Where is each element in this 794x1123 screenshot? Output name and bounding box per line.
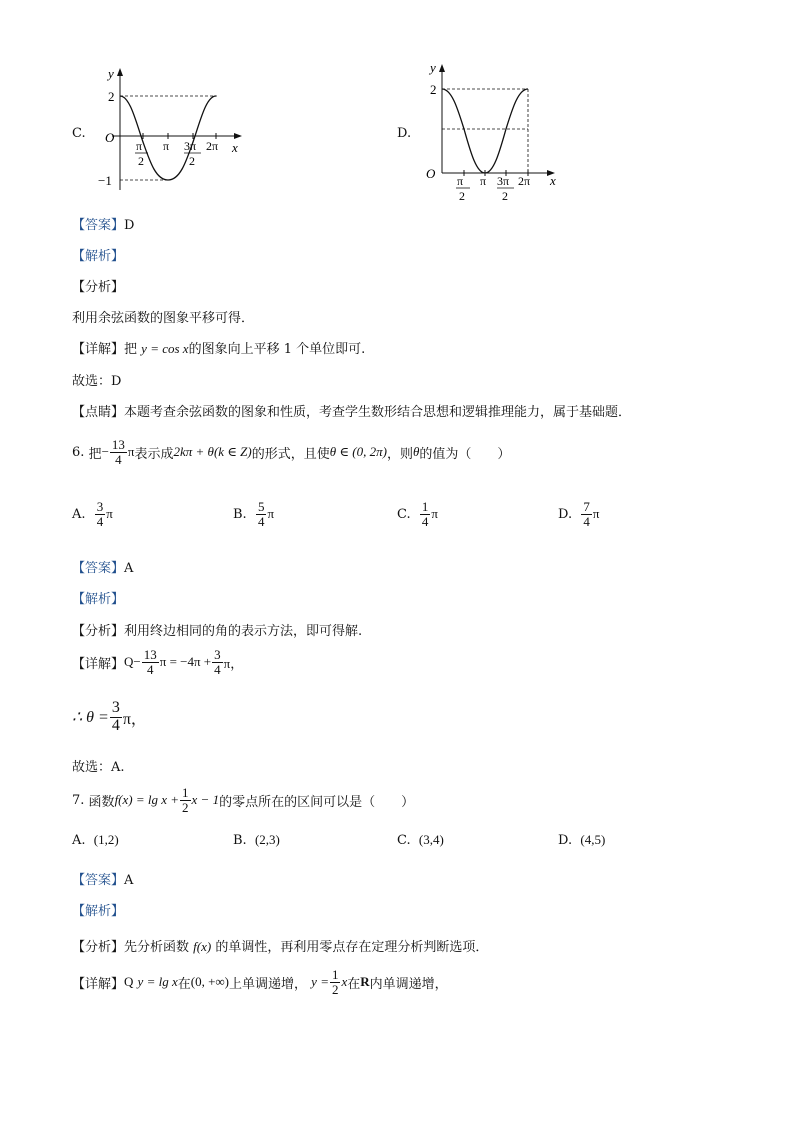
option-fraction	[581, 500, 592, 528]
graph-c-tick-1-den: 2	[138, 154, 144, 168]
q7-option-d[interactable]	[558, 832, 605, 848]
therefore-frac	[110, 700, 122, 735]
option-fraction	[420, 500, 431, 528]
q7-frac-den: 2	[182, 799, 189, 815]
q7-option-a[interactable]	[72, 832, 119, 848]
option-pi: π	[431, 506, 438, 522]
q5-dianjing	[72, 401, 631, 420]
xj-frac-den: 2	[331, 981, 339, 997]
q6-frac-den: 4	[115, 451, 122, 467]
option-fraction	[95, 500, 106, 528]
graph-c-y-top: 2	[108, 89, 115, 104]
q5-fenxi-text: 利用余弦函数的图象平移可得．	[72, 311, 255, 326]
graph-c-tick-3-den: 2	[189, 154, 195, 168]
option-c-label: C.	[72, 126, 86, 141]
q6-pre: 把	[88, 446, 102, 462]
xj-sign: −	[133, 654, 141, 670]
q7-option-c[interactable]	[397, 832, 444, 848]
graph-d-origin: O	[426, 166, 436, 181]
graph-c-origin: O	[105, 130, 115, 145]
therefore-num: 3	[111, 699, 120, 716]
xj-in: 在	[177, 976, 191, 992]
xiangjie-expr: y = cos x	[141, 341, 189, 356]
q7-analysis-tag: 【解析】	[72, 904, 125, 919]
q7-pre: 函数	[88, 794, 115, 810]
option-label: B.	[233, 833, 247, 848]
option-num: 7	[583, 499, 590, 514]
fenxi-tag: 【分析】	[72, 940, 125, 955]
because-symbol: Q	[124, 654, 134, 670]
xj-frac-1-den: 4	[147, 661, 154, 677]
q7-expr1: f(x) = lg x +	[114, 792, 180, 808]
xj-mid: 上单调递增，	[229, 976, 308, 992]
option-num: 3	[96, 499, 104, 514]
graph-c	[92, 62, 252, 202]
graph-d-x-label: x	[550, 173, 556, 188]
option-pi: π	[592, 506, 600, 522]
xj-eq: π = −4π +	[159, 654, 212, 670]
q7-fenxi	[72, 936, 488, 955]
q6-stem	[72, 438, 510, 466]
q7-option-b[interactable]	[233, 832, 280, 848]
q7-expr2: x − 1	[191, 792, 220, 808]
q6-frac-num: 13	[111, 437, 125, 452]
fenxi-tag: 【分析】	[72, 624, 125, 639]
q5-fenxi-tag: 【分析】	[72, 280, 125, 295]
answer-value: D	[124, 218, 135, 233]
q6-option-d[interactable]	[558, 500, 599, 528]
xj-R: R	[360, 974, 370, 990]
answer-tag: 【答案】	[72, 873, 125, 888]
because-symbol: Q	[124, 974, 134, 990]
q6-analysis-tag: 【解析】	[72, 592, 125, 607]
q5-choose: 故选：D	[72, 374, 122, 389]
therefore-expr: ∴ θ =	[72, 709, 109, 727]
xiangjie-tag: 【详解】	[72, 342, 125, 357]
q6-post: ，则	[386, 446, 413, 462]
option-label: D.	[558, 506, 573, 522]
q6-cond: θ ∈ (0, 2π)	[329, 444, 387, 460]
q6-mid2: 的形式，且使	[251, 446, 330, 462]
xj-in2: 在	[347, 976, 361, 992]
xj-y: y =	[311, 974, 329, 990]
graph-c-y-label: y	[108, 66, 114, 81]
option-label: B.	[233, 506, 247, 522]
q5-answer	[72, 214, 134, 233]
q6-sign: −	[101, 444, 109, 460]
option-value: (3,4)	[418, 832, 444, 847]
xiangjie-tag: 【详解】	[72, 976, 125, 992]
q6-option-c[interactable]	[397, 500, 438, 528]
xiangjie-tag: 【详解】	[72, 656, 125, 672]
answer-tag: 【答案】	[72, 561, 125, 576]
q6-option-a[interactable]	[72, 500, 113, 528]
q6-xiangjie	[72, 648, 243, 676]
q7-stem	[72, 786, 414, 814]
xj-frac-2-num: 3	[214, 647, 221, 662]
option-fraction	[256, 500, 267, 528]
xj-frac-2	[212, 648, 223, 676]
fenxi-text: 利用终边相同的角的表示方法，即可得解.	[124, 624, 363, 639]
therefore-end: π，	[122, 710, 147, 728]
q6-number: 6.	[72, 444, 85, 460]
dianjing-text: 本题考查余弦函数的图象和性质，考查学生数形结合思想和逻辑推理能力，属于基础题．	[124, 405, 632, 420]
graph-d-tick-1-num: π	[457, 174, 464, 188]
q6-option-b[interactable]	[233, 500, 274, 528]
option-d-label: D.	[397, 126, 412, 141]
option-label: C.	[397, 506, 411, 522]
q6-form: 2kπ + θ(k ∈ Z)	[173, 444, 252, 460]
therefore-den: 4	[111, 716, 120, 734]
answer-tag: 【答案】	[72, 218, 125, 233]
option-den: 4	[421, 513, 429, 529]
option-value: (1,2)	[93, 832, 119, 847]
xiangjie-post: 的图象向上平移 1 个单位即可.	[188, 342, 366, 357]
xj-interval: (0, +∞)	[190, 974, 230, 990]
option-den: 4	[583, 513, 590, 529]
graph-d-tick-4: 2π	[518, 174, 531, 188]
option-label: D.	[558, 833, 573, 848]
fenxi-post: 的单调性，再利用零点存在定理分析判断选项．	[215, 940, 489, 955]
graph-c-tick-4: 2π	[206, 139, 219, 153]
q7-fraction	[180, 786, 191, 814]
option-pi: π	[267, 506, 275, 522]
graph-d	[420, 58, 570, 208]
option-label: C.	[397, 833, 411, 848]
graph-c-x-label: x	[232, 140, 238, 155]
q6-fenxi	[72, 620, 362, 639]
q7-answer	[72, 869, 133, 888]
xiangjie-pre: 把	[124, 342, 138, 357]
answer-value: A	[124, 873, 134, 888]
q7-post: 的零点所在的区间可以是（ ）	[219, 794, 415, 810]
graph-d-tick-2: π	[480, 174, 487, 188]
option-num: 1	[421, 499, 429, 514]
q5-analysis-tag: 【解析】	[72, 249, 125, 264]
option-den: 4	[257, 513, 265, 529]
xj-frac-1-num: 13	[143, 647, 157, 662]
xj-frac-num: 1	[331, 967, 339, 982]
q6-pi: π	[127, 444, 135, 460]
q7-xiangjie	[72, 968, 448, 996]
graph-c-tick-3-num: 3π	[184, 139, 197, 153]
q5-xiangjie	[72, 338, 365, 357]
q6-choose: 故选：A.	[72, 760, 125, 775]
xj-frac-2-den: 4	[214, 661, 221, 677]
xj-frac	[330, 968, 341, 996]
xj-expr1: y = lg x	[137, 974, 178, 990]
xj-end: 内单调递增，	[369, 976, 448, 992]
q7-frac-num: 1	[182, 785, 189, 800]
xj-frac-1	[142, 648, 159, 676]
graph-d-tick-3-num: 3π	[497, 174, 510, 188]
option-label: A.	[72, 833, 86, 848]
q7-number: 7.	[72, 792, 85, 808]
graph-d-tick-3-den: 2	[502, 189, 508, 203]
graph-d-tick-1-den: 2	[459, 189, 465, 203]
q6-mid: 表示成	[134, 446, 174, 462]
q6-theta: θ	[412, 444, 420, 460]
fenxi-fx: f(x)	[193, 939, 212, 954]
graph-c-tick-2: π	[163, 139, 170, 153]
xj-end: π，	[223, 655, 244, 671]
fenxi-pre: 先分析函数	[124, 940, 190, 955]
graph-d-y-top: 2	[430, 82, 437, 97]
q6-answer	[72, 557, 133, 576]
q6-fraction	[110, 438, 127, 466]
option-num: 5	[257, 499, 265, 514]
option-den: 4	[96, 513, 104, 529]
option-value: (2,3)	[254, 832, 280, 847]
graph-c-tick-1-num: π	[136, 139, 143, 153]
q6-therefore	[72, 700, 147, 735]
answer-value: A	[124, 561, 134, 576]
option-value: (4,5)	[580, 832, 606, 847]
graph-d-y-label: y	[430, 60, 436, 75]
graph-d-curve	[442, 89, 528, 173]
option-pi: π	[106, 506, 113, 522]
xj-x: x	[341, 974, 348, 990]
q6-end: 的值为（ ）	[419, 446, 511, 462]
graph-c-y-bottom: −1	[98, 173, 112, 188]
dianjing-tag: 【点睛】	[72, 405, 125, 420]
option-label: A.	[72, 506, 86, 522]
